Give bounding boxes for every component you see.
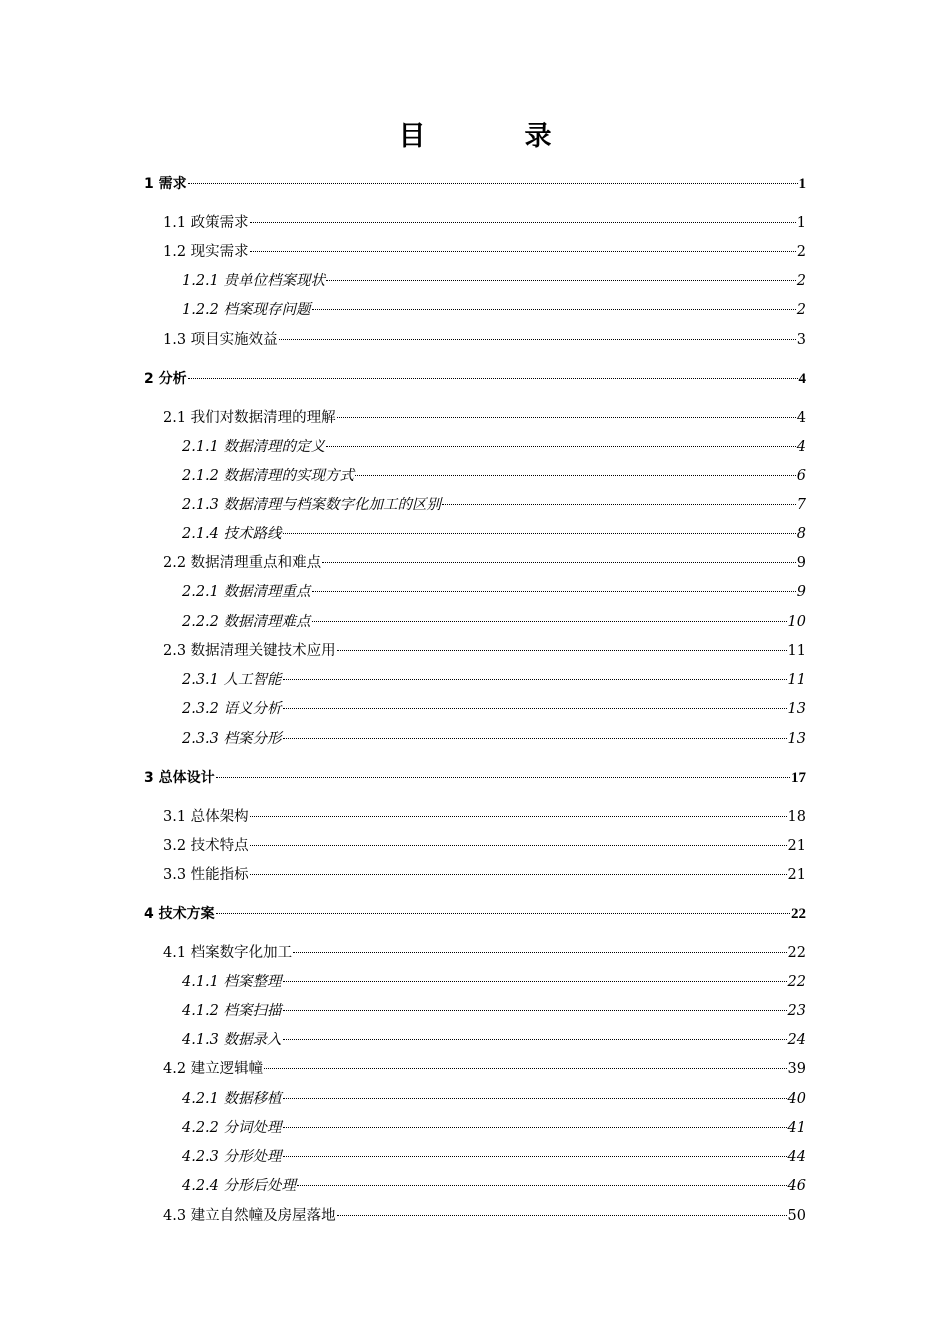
toc-entry-label: 2.3.1 人工智能: [182, 672, 282, 688]
toc-entry-label: 4.1 档案数字化加工: [163, 945, 293, 961]
toc-entry-page-number: 13: [787, 701, 806, 717]
toc-entry-label: 3.3 性能指标: [163, 867, 249, 883]
toc-entry-page-number: 21: [787, 867, 806, 883]
toc-entry-level-1[interactable]: [144, 174, 806, 194]
toc-entry-label: 2.3.2 语义分析: [182, 701, 282, 717]
toc-entry-level-3[interactable]: [182, 972, 806, 992]
toc-entry-label: 4.2.4 分形后处理: [182, 1178, 297, 1194]
toc-dot-leader: [297, 1185, 787, 1186]
toc-entry-label: 3.1 总体架构: [163, 809, 249, 825]
toc-entry-page-number: 10: [787, 614, 806, 630]
toc-entry-page-number: 11: [787, 672, 806, 688]
toc-entry-label: 4 技术方案: [144, 906, 215, 922]
toc-entry-level-3[interactable]: [182, 670, 806, 690]
toc-entry-page-number: 4: [796, 439, 806, 455]
toc-entry-label: 3.2 技术特点: [163, 838, 249, 854]
toc-entry-level-3[interactable]: [182, 300, 806, 320]
toc-dot-leader: [188, 183, 798, 184]
toc-entry-level-3[interactable]: [182, 1001, 806, 1021]
toc-entry-label: 2.3 数据清理关键技术应用: [163, 643, 336, 659]
toc-dot-leader: [250, 222, 796, 223]
toc-dot-leader: [283, 1010, 787, 1011]
toc-dot-leader: [283, 981, 787, 982]
toc-dot-leader: [283, 1039, 787, 1040]
toc-entry-level-3[interactable]: [182, 1089, 806, 1109]
toc-entry-level-2[interactable]: [163, 242, 806, 262]
toc-entry-label: 4.1.2 档案扫描: [182, 1003, 282, 1019]
toc-entry-page-number: 8: [796, 526, 806, 542]
toc-entry-level-2[interactable]: [163, 865, 806, 885]
toc-entry-page-number: 24: [787, 1032, 806, 1048]
toc-entry-label: 1.2.1 贵单位档案现状: [182, 273, 326, 289]
toc-dot-leader: [293, 952, 786, 953]
toc-entry-level-3[interactable]: [182, 699, 806, 719]
toc-entry-page-number: 9: [796, 555, 806, 571]
toc-entry-page-number: 2: [796, 244, 806, 260]
toc-entry-level-3[interactable]: [182, 1147, 806, 1167]
toc-entry-level-2[interactable]: [163, 807, 806, 827]
toc-dot-leader: [283, 708, 787, 709]
toc-entry-level-3[interactable]: [182, 1118, 806, 1138]
toc-entry-label: 2 分析: [144, 371, 187, 387]
toc-entry-level-3[interactable]: [182, 495, 806, 515]
toc-entry-level-2[interactable]: [163, 1206, 806, 1226]
toc-dot-leader: [250, 845, 787, 846]
toc-entry-page-number: 39: [787, 1061, 806, 1077]
toc-entry-page-number: 22: [787, 945, 806, 961]
toc-dot-leader: [250, 816, 787, 817]
toc-dot-leader: [312, 591, 796, 592]
toc-entry-page-number: 44: [787, 1149, 806, 1165]
toc-entry-level-3[interactable]: [182, 524, 806, 544]
toc-entry-page-number: 21: [787, 838, 806, 854]
toc-title: 目 录: [398, 121, 588, 152]
toc-entry-label: 1 需求: [144, 176, 187, 192]
toc-dot-leader: [283, 1098, 787, 1099]
toc-entry-level-3[interactable]: [182, 437, 806, 457]
toc-dot-leader: [216, 913, 790, 914]
toc-entry-level-2[interactable]: [163, 213, 806, 233]
toc-dot-leader: [355, 475, 796, 476]
toc-dot-leader: [283, 533, 796, 534]
toc-entry-label: 4.1.3 数据录入: [182, 1032, 282, 1048]
toc-entry-page-number: 46: [787, 1178, 806, 1194]
toc-entry-level-2[interactable]: [163, 641, 806, 661]
toc-dot-leader: [283, 738, 787, 739]
toc-entry-label: 2.3.3 档案分形: [182, 731, 282, 747]
toc-dot-leader: [283, 1156, 787, 1157]
toc-entry-page-number: 4: [798, 371, 806, 387]
toc-entry-level-3[interactable]: [182, 729, 806, 749]
toc-dot-leader: [312, 621, 787, 622]
toc-entry-page-number: 7: [796, 497, 806, 513]
toc-entry-level-3[interactable]: [182, 612, 806, 632]
toc-entry-level-2[interactable]: [163, 943, 806, 963]
toc-entry-label: 2.1.4 技术路线: [182, 526, 282, 542]
toc-dot-leader: [326, 446, 796, 447]
toc-entry-label: 2.1.2 数据清理的实现方式: [182, 468, 355, 484]
toc-dot-leader: [337, 650, 787, 651]
toc-dot-leader: [337, 1215, 787, 1216]
toc-entry-label: 2.2.2 数据清理难点: [182, 614, 311, 630]
toc-entry-label: 4.2.1 数据移植: [182, 1091, 282, 1107]
toc-entry-level-2[interactable]: [163, 408, 806, 428]
toc-dot-leader: [250, 874, 787, 875]
toc-entry-page-number: 1: [796, 215, 806, 231]
toc-entry-page-number: 22: [787, 974, 806, 990]
toc-entry-page-number: 22: [791, 906, 806, 922]
toc-entry-label: 4.2.3 分形处理: [182, 1149, 282, 1165]
toc-entry-level-2[interactable]: [163, 330, 806, 350]
toc-entry-level-2[interactable]: [163, 553, 806, 573]
toc-entry-page-number: 11: [787, 643, 806, 659]
toc-dot-leader: [264, 1068, 786, 1069]
toc-entry-label: 2.1.1 数据清理的定义: [182, 439, 326, 455]
toc-entry-page-number: 17: [791, 770, 806, 786]
toc-entry-page-number: 50: [787, 1208, 806, 1224]
toc-entry-level-1[interactable]: [144, 768, 806, 788]
toc-dot-leader: [216, 777, 790, 778]
toc-entry-level-3[interactable]: [182, 1176, 806, 1196]
toc-entry-page-number: 1: [798, 176, 806, 192]
toc-entry-page-number: 6: [796, 468, 806, 484]
toc-entry-page-number: 40: [787, 1091, 806, 1107]
toc-entry-level-2[interactable]: [163, 1059, 806, 1079]
toc-entry-level-1[interactable]: [144, 369, 806, 389]
toc-entry-page-number: 13: [787, 731, 806, 747]
toc-dot-leader: [279, 339, 796, 340]
toc-entry-label: 1.3 项目实施效益: [163, 332, 278, 348]
toc-entry-label: 2.1 我们对数据清理的理解: [163, 410, 336, 426]
toc-dot-leader: [250, 251, 796, 252]
toc-entry-label: 2.2.1 数据清理重点: [182, 584, 311, 600]
toc-entry-label: 2.1.3 数据清理与档案数字化加工的区别: [182, 497, 442, 513]
toc-entry-level-3[interactable]: [182, 271, 806, 291]
toc-entry-page-number: 18: [787, 809, 806, 825]
toc-entry-page-number: 3: [796, 332, 806, 348]
toc-entry-page-number: 2: [796, 302, 806, 318]
toc-entry-label: 4.2 建立逻辑幢: [163, 1061, 264, 1077]
toc-dot-leader: [188, 378, 798, 379]
toc-entry-label: 4.1.1 档案整理: [182, 974, 282, 990]
toc-entry-level-3[interactable]: [182, 466, 806, 486]
toc-entry-label: 1.1 政策需求: [163, 215, 249, 231]
toc-dot-leader: [283, 679, 787, 680]
toc-entry-level-2[interactable]: [163, 836, 806, 856]
toc-entry-label: 1.2 现实需求: [163, 244, 249, 260]
toc-entry-page-number: 9: [796, 584, 806, 600]
toc-dot-leader: [442, 504, 796, 505]
toc-entry-page-number: 2: [796, 273, 806, 289]
toc-entry-label: 2.2 数据清理重点和难点: [163, 555, 322, 571]
toc-entry-label: 3 总体设计: [144, 770, 215, 786]
toc-entry-level-3[interactable]: [182, 582, 806, 602]
toc-entry-label: 4.2.2 分词处理: [182, 1120, 282, 1136]
toc-dot-leader: [322, 562, 796, 563]
toc-entry-level-3[interactable]: [182, 1030, 806, 1050]
toc-entry-page-number: 23: [787, 1003, 806, 1019]
toc-dot-leader: [283, 1127, 787, 1128]
toc-entry-level-1[interactable]: [144, 904, 806, 924]
toc-entry-page-number: 41: [787, 1120, 806, 1136]
toc-dot-leader: [312, 309, 796, 310]
toc-entry-page-number: 4: [796, 410, 806, 426]
toc-dot-leader: [326, 280, 796, 281]
toc-entry-label: 4.3 建立自然幢及房屋落地: [163, 1208, 336, 1224]
toc-dot-leader: [337, 417, 796, 418]
toc-entry-label: 1.2.2 档案现存问题: [182, 302, 311, 318]
